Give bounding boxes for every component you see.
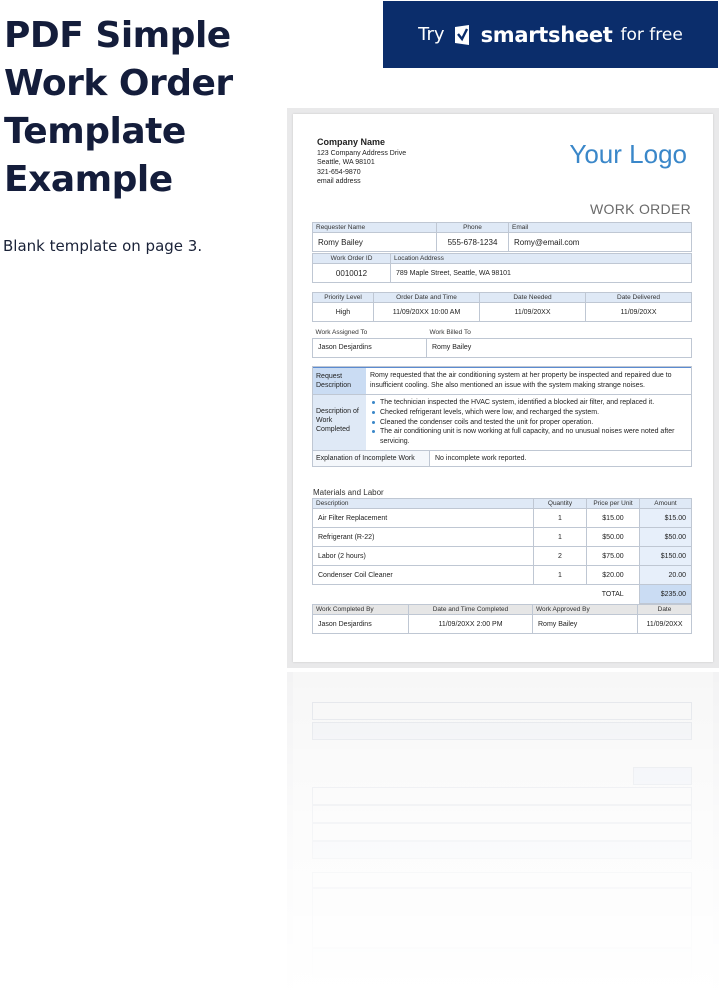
th-date-time-completed: Date and Time Completed [409, 605, 533, 615]
total-row [313, 585, 692, 604]
banner-try-text: Try [418, 24, 445, 45]
table-row [313, 547, 692, 566]
th-requester-name: Requester Name [313, 223, 437, 233]
request-row [313, 367, 691, 394]
material-amount: $15.00 [640, 509, 692, 528]
request-description-text: Romy requested that the air conditioning system at her property be inspected and repaired due to insufficient cooling. She also mentioned an issue with the system making strange noises. [370, 372, 672, 389]
subtitle: Blank template on page 3. [3, 237, 203, 255]
incomplete-work-label: Explanation of Incomplete Work [313, 451, 430, 466]
work-order-page [293, 114, 713, 662]
date-needed: 11/09/20XX [480, 303, 586, 322]
material-description: Refrigerant (R-22) [313, 528, 534, 547]
th-date-delivered: Date Delivered [586, 293, 692, 303]
company-email: email address [317, 178, 361, 185]
title-line-1: PDF Simple [4, 15, 231, 56]
material-price: $50.00 [587, 528, 640, 547]
material-quantity: 1 [534, 509, 587, 528]
company-phone: 321-654-9870 [317, 168, 361, 176]
material-description: Labor (2 hours) [313, 547, 534, 566]
order-id-table [312, 253, 692, 283]
table-row [313, 566, 692, 585]
materials-table [312, 498, 692, 604]
signoff-date: 11/09/20XX [638, 615, 692, 634]
material-amount: $150.00 [640, 547, 692, 566]
date-time-completed: 11/09/20XX 2:00 PM [409, 615, 533, 634]
company-address-2: Seattle, WA 98101 [317, 159, 375, 166]
th-description: Description [313, 499, 534, 509]
signoff-table [312, 604, 692, 634]
th-work-billed-to: Work Billed To [427, 328, 692, 338]
work-approved-by: Romy Bailey [533, 615, 638, 634]
th-email: Email [509, 223, 692, 233]
work-completed-label: Description of Work Completed [313, 395, 366, 450]
th-work-completed-by: Work Completed By [313, 605, 409, 615]
smartsheet-check-icon [453, 24, 473, 46]
requester-phone: 555-678-1234 [437, 233, 509, 252]
title-line-2: Work Order [4, 63, 233, 104]
material-description: Air Filter Replacement [313, 509, 534, 528]
table-row [313, 509, 692, 528]
th-price-per-unit: Price per Unit [587, 499, 640, 509]
document-reflection [287, 672, 719, 1000]
completed-row [313, 394, 691, 450]
priority-level: High [313, 303, 374, 322]
th-order-date: Order Date and Time [374, 293, 480, 303]
order-date-time: 11/09/20XX 10:00 AM [374, 303, 480, 322]
th-priority-level: Priority Level [313, 293, 374, 303]
requester-email: Romy@email.com [509, 233, 692, 252]
banner-brand-text: smartsheet [480, 22, 613, 47]
date-delivered: 11/09/20XX [586, 303, 692, 322]
list-item: The technician inspected the HVAC system, identified a blocked air filter, and replaced it. [380, 398, 687, 408]
th-location-address: Location Address [391, 254, 692, 264]
try-smartsheet-banner[interactable] [383, 1, 718, 68]
work-assigned-to: Jason Desjardins [313, 338, 427, 357]
incomplete-row [313, 450, 691, 466]
work-order-title: WORK ORDER [590, 201, 691, 217]
priority-table [312, 292, 692, 322]
material-price: $75.00 [587, 547, 640, 566]
document-preview [287, 108, 719, 668]
title-line-4: Example [4, 159, 173, 200]
th-work-order-id: Work Order ID [313, 254, 391, 264]
th-phone: Phone [437, 223, 509, 233]
list-item: Checked refrigerant levels, which were low, and recharged the system. [380, 408, 687, 418]
list-item: The air conditioning unit is now working at full capacity, and no unusual noises were noted after servicing. [380, 427, 687, 447]
company-address-1: 123 Company Address Drive [317, 149, 407, 157]
requester-table [312, 222, 692, 252]
th-amount: Amount [640, 499, 692, 509]
work-order-id: 0010012 [313, 264, 391, 283]
total-amount: $235.00 [640, 585, 692, 604]
company-name: Company Name [317, 137, 386, 147]
location-address: 789 Maple Street, Seattle, WA 98101 [391, 264, 692, 283]
request-description-label: Request Description [313, 368, 366, 394]
material-quantity: 1 [534, 528, 587, 547]
reflection-fade [287, 672, 719, 1000]
th-work-assigned-to: Work Assigned To [313, 328, 427, 338]
th-date-needed: Date Needed [480, 293, 586, 303]
material-quantity: 2 [534, 547, 587, 566]
material-quantity: 1 [534, 566, 587, 585]
material-amount: 20.00 [640, 566, 692, 585]
material-price: $15.00 [587, 509, 640, 528]
material-description: Condenser Coil Cleaner [313, 566, 534, 585]
title-line-3: Template [4, 111, 186, 152]
incomplete-work-text: No incomplete work reported. [435, 454, 527, 462]
list-item: Cleaned the condenser coils and tested the unit for proper operation. [380, 418, 687, 428]
work-completed-by: Jason Desjardins [313, 615, 409, 634]
requester-name: Romy Bailey [313, 233, 437, 252]
th-work-approved-by: Work Approved By [533, 605, 638, 615]
material-amount: $50.00 [640, 528, 692, 547]
material-price: $20.00 [587, 566, 640, 585]
table-row [313, 528, 692, 547]
company-info [317, 138, 406, 187]
assignment-table [312, 328, 692, 358]
th-quantity: Quantity [534, 499, 587, 509]
description-block [312, 366, 692, 467]
page-title [4, 12, 274, 204]
banner-free-text: for free [620, 24, 683, 45]
work-completed-list [366, 395, 691, 450]
total-label: TOTAL [601, 590, 624, 598]
materials-title: Materials and Labor [313, 488, 384, 497]
th-date: Date [638, 605, 692, 615]
work-billed-to: Romy Bailey [427, 338, 692, 357]
logo-placeholder: Your Logo [569, 139, 687, 169]
